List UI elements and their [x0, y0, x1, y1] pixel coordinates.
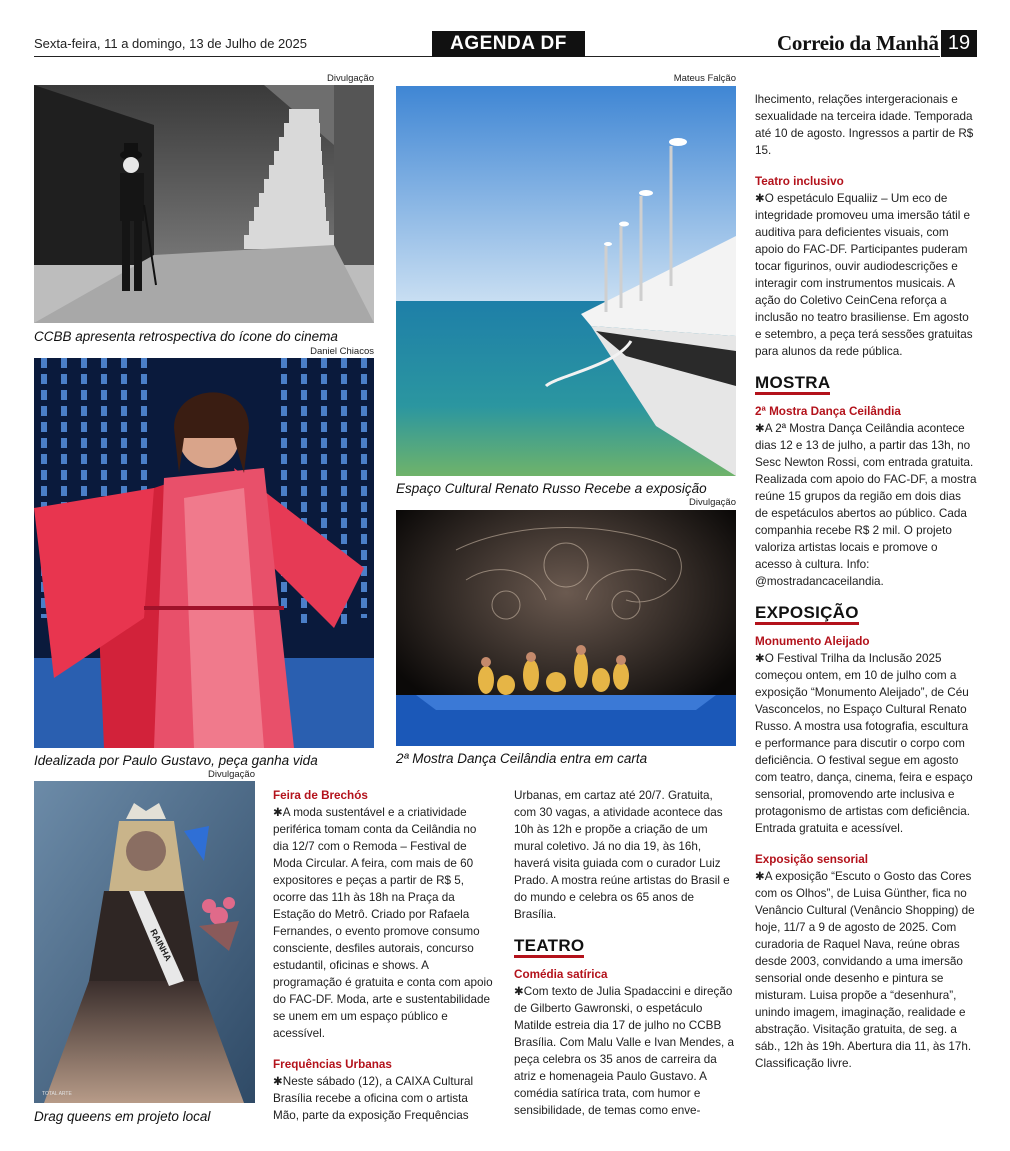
photo-dance	[396, 510, 736, 746]
photo-drag	[34, 781, 255, 1103]
article-frequencias-cont: Urbanas, em cartaz até 20/7. Gratuita, com 30 vagas, a atividade acontece das 10h às 12h e propõe a criação de um mural coletivo. Já no dia 19, às 16h, haverá visita guiada com o curador Luiz Prado. A mostra reúne artistas do Brasil e do mundo e celebra os 65 anos de Brasília.	[514, 789, 730, 921]
article-mostra-danca: ✱A 2ª Mostra Dança Ceilândia acontece dias 12 e 13 de julho, a partir das 13h, no Sesc Newton Rossi, com entrada gratuita. Realizada com apoio do FAC-DF, a mostra reúne 15 grupos da região em dois dias de espetáculos abertos ao público. Cada companhia recebe R$ 2 mil. O projeto valoriza artistas locais e promove o acesso à cultura. Info: @mostradancaceilandia.	[755, 422, 977, 588]
sash-text: RAINHA	[148, 927, 174, 963]
photo-credit-dance: Divulgação	[689, 497, 736, 508]
subheading-comedia-satirica: Comédia satírica	[514, 968, 608, 981]
section-title: AGENDA DF	[432, 31, 585, 57]
photo-actress	[34, 358, 374, 748]
subheading-exposicao-sensorial: Exposição sensorial	[755, 853, 869, 866]
caption-actress: Idealizada por Paulo Gustavo, peça ganha vida	[34, 753, 318, 768]
article-feira-brechos: ✱A moda sustentável e a criatividade periférica tomam conta da Ceilândia no dia 12/7 com o Remoda – Festival de Moda Circular. A feira, com mais de 60 expositores e peças a partir de R$ 5, ocorre das 11h às 18h na Praça da Estação do Metrô. Criado por Rafaela Fernandes, o evento promove consumo consciente, desfiles autorais, concurso estudantil, oficinas e shows. A programação é gratuita e conta com apoio do FAC-DF. Moda, arte e sustentabilidade se unem em um espaço público e acessível.	[273, 806, 493, 1040]
article-teatro-inclusivo: ✱O espetáculo Equaliiz – Um eco de integridade promoveu uma imersão tátil e auditiva para deficientes visuais, com apoio do FAC-DF. Participantes puderam tocar figurinos, ouvir audiodescrições e interagir com instrumentos musicais. A ação do Coletivo CeinCena reforça a inclusão no teatro brasiliense. Em agosto e setembro, a peça terá sessões gratuitas para alunos da rede pública.	[755, 192, 973, 358]
column-3	[755, 91, 977, 1072]
article-exposicao-sensorial: ✱A exposição “Escuto o Gosto das Cores com os Olhos”, de Luisa Günther, fica no Venâncio Cultural (Venâncio Shopping) de hoje, 11/7 a 9 de agosto de 2025. Com curadoria de Raquel Nava, reúne obras desde 2003, convidando a uma imersão sensorial onde desenho e pintura se misturam. Luisa propõe a “desenhura”, unindo imagem, imaginação, realidade e abstração. Visitação gratuita, de seg. a sáb., 12h às 19h. Abertura dia 11, às 17h. Classificação livre.	[755, 870, 975, 1070]
column-1	[273, 787, 493, 1124]
article-comedia-satirica: ✱Com texto de Julia Spadaccini e direção de Gilberto Gawronski, o espetáculo Matilde estreia dia 17 de julho no CCBB Brasília. Com Malu Valle e Ivan Mendes, a peça celebra os 35 anos de carreira da atriz e homenageia Paulo Gustavo. A comédia satírica trata, com humor e sensibilidade, de temas como enve-	[514, 985, 734, 1117]
photo-credit-drag: Divulgação	[208, 769, 255, 780]
issue-date: Sexta-feira, 11 a domingo, 13 de Julho de 2025	[34, 36, 307, 51]
subheading-frequencias-urbanas: Frequências Urbanas	[273, 1058, 392, 1071]
subheading-mostra-danca: 2ª Mostra Dança Ceilândia	[755, 405, 901, 418]
caption-chaplin: CCBB apresenta retrospectiva do ícone do cinema	[34, 329, 338, 344]
photo-credit-chaplin: Divulgação	[327, 73, 374, 84]
photo-watermark: TOTAL ARTE	[42, 1091, 72, 1097]
photo-pier	[396, 86, 736, 476]
caption-pier: Espaço Cultural Renato Russo Recebe a exposição	[396, 481, 707, 496]
article-comedia-cont: lhecimento, relações intergeracionais e sexualidade na terceira idade. Temporada até 10 de agosto. Ingressos a partir de R$ 15.	[755, 93, 974, 157]
subheading-feira-brechos: Feira de Brechós	[273, 789, 368, 802]
caption-drag: Drag queens em projeto local	[34, 1109, 211, 1124]
subheading-teatro-inclusivo: Teatro inclusivo	[755, 175, 844, 188]
page-number: 19	[941, 30, 977, 57]
newspaper-logo: Correio da Manhã	[777, 31, 939, 55]
section-heading-teatro: TEATRO	[514, 937, 584, 958]
photo-chaplin	[34, 85, 374, 323]
section-heading-mostra: MOSTRA	[755, 374, 830, 395]
section-heading-exposicao: EXPOSIÇÃO	[755, 604, 859, 625]
photo-credit-pier: Mateus Falção	[673, 73, 736, 84]
column-2	[514, 787, 736, 1119]
caption-dance: 2ª Mostra Dança Ceilândia entra em carta	[396, 751, 648, 766]
article-frequencias-urbanas: ✱Neste sábado (12), a CAIXA Cultural Brasília recebe a oficina com o artista Mão, parte da exposição Frequências	[273, 1075, 474, 1122]
subheading-monumento-aleijado: Monumento Aleijado	[755, 635, 870, 648]
photo-credit-actress: Daniel Chiacos	[310, 346, 374, 357]
article-monumento-aleijado: ✱O Festival Trilha da Inclusão 2025 começou ontem, em 10 de julho com a exposição “Monumento Aleijado”, de Céu Vasconcelos, no Espaço Cultural Renato Russo. A mostra usa fotografia, escultura e performance para discutir o corpo com deficiência. O festival segue em agosto com teatro, dança, cinema, feira e espaço sensorial, promovendo arte inclusiva e protagonismo de artistas com deficiência. Entrada gratuita e acessível.	[755, 652, 973, 835]
